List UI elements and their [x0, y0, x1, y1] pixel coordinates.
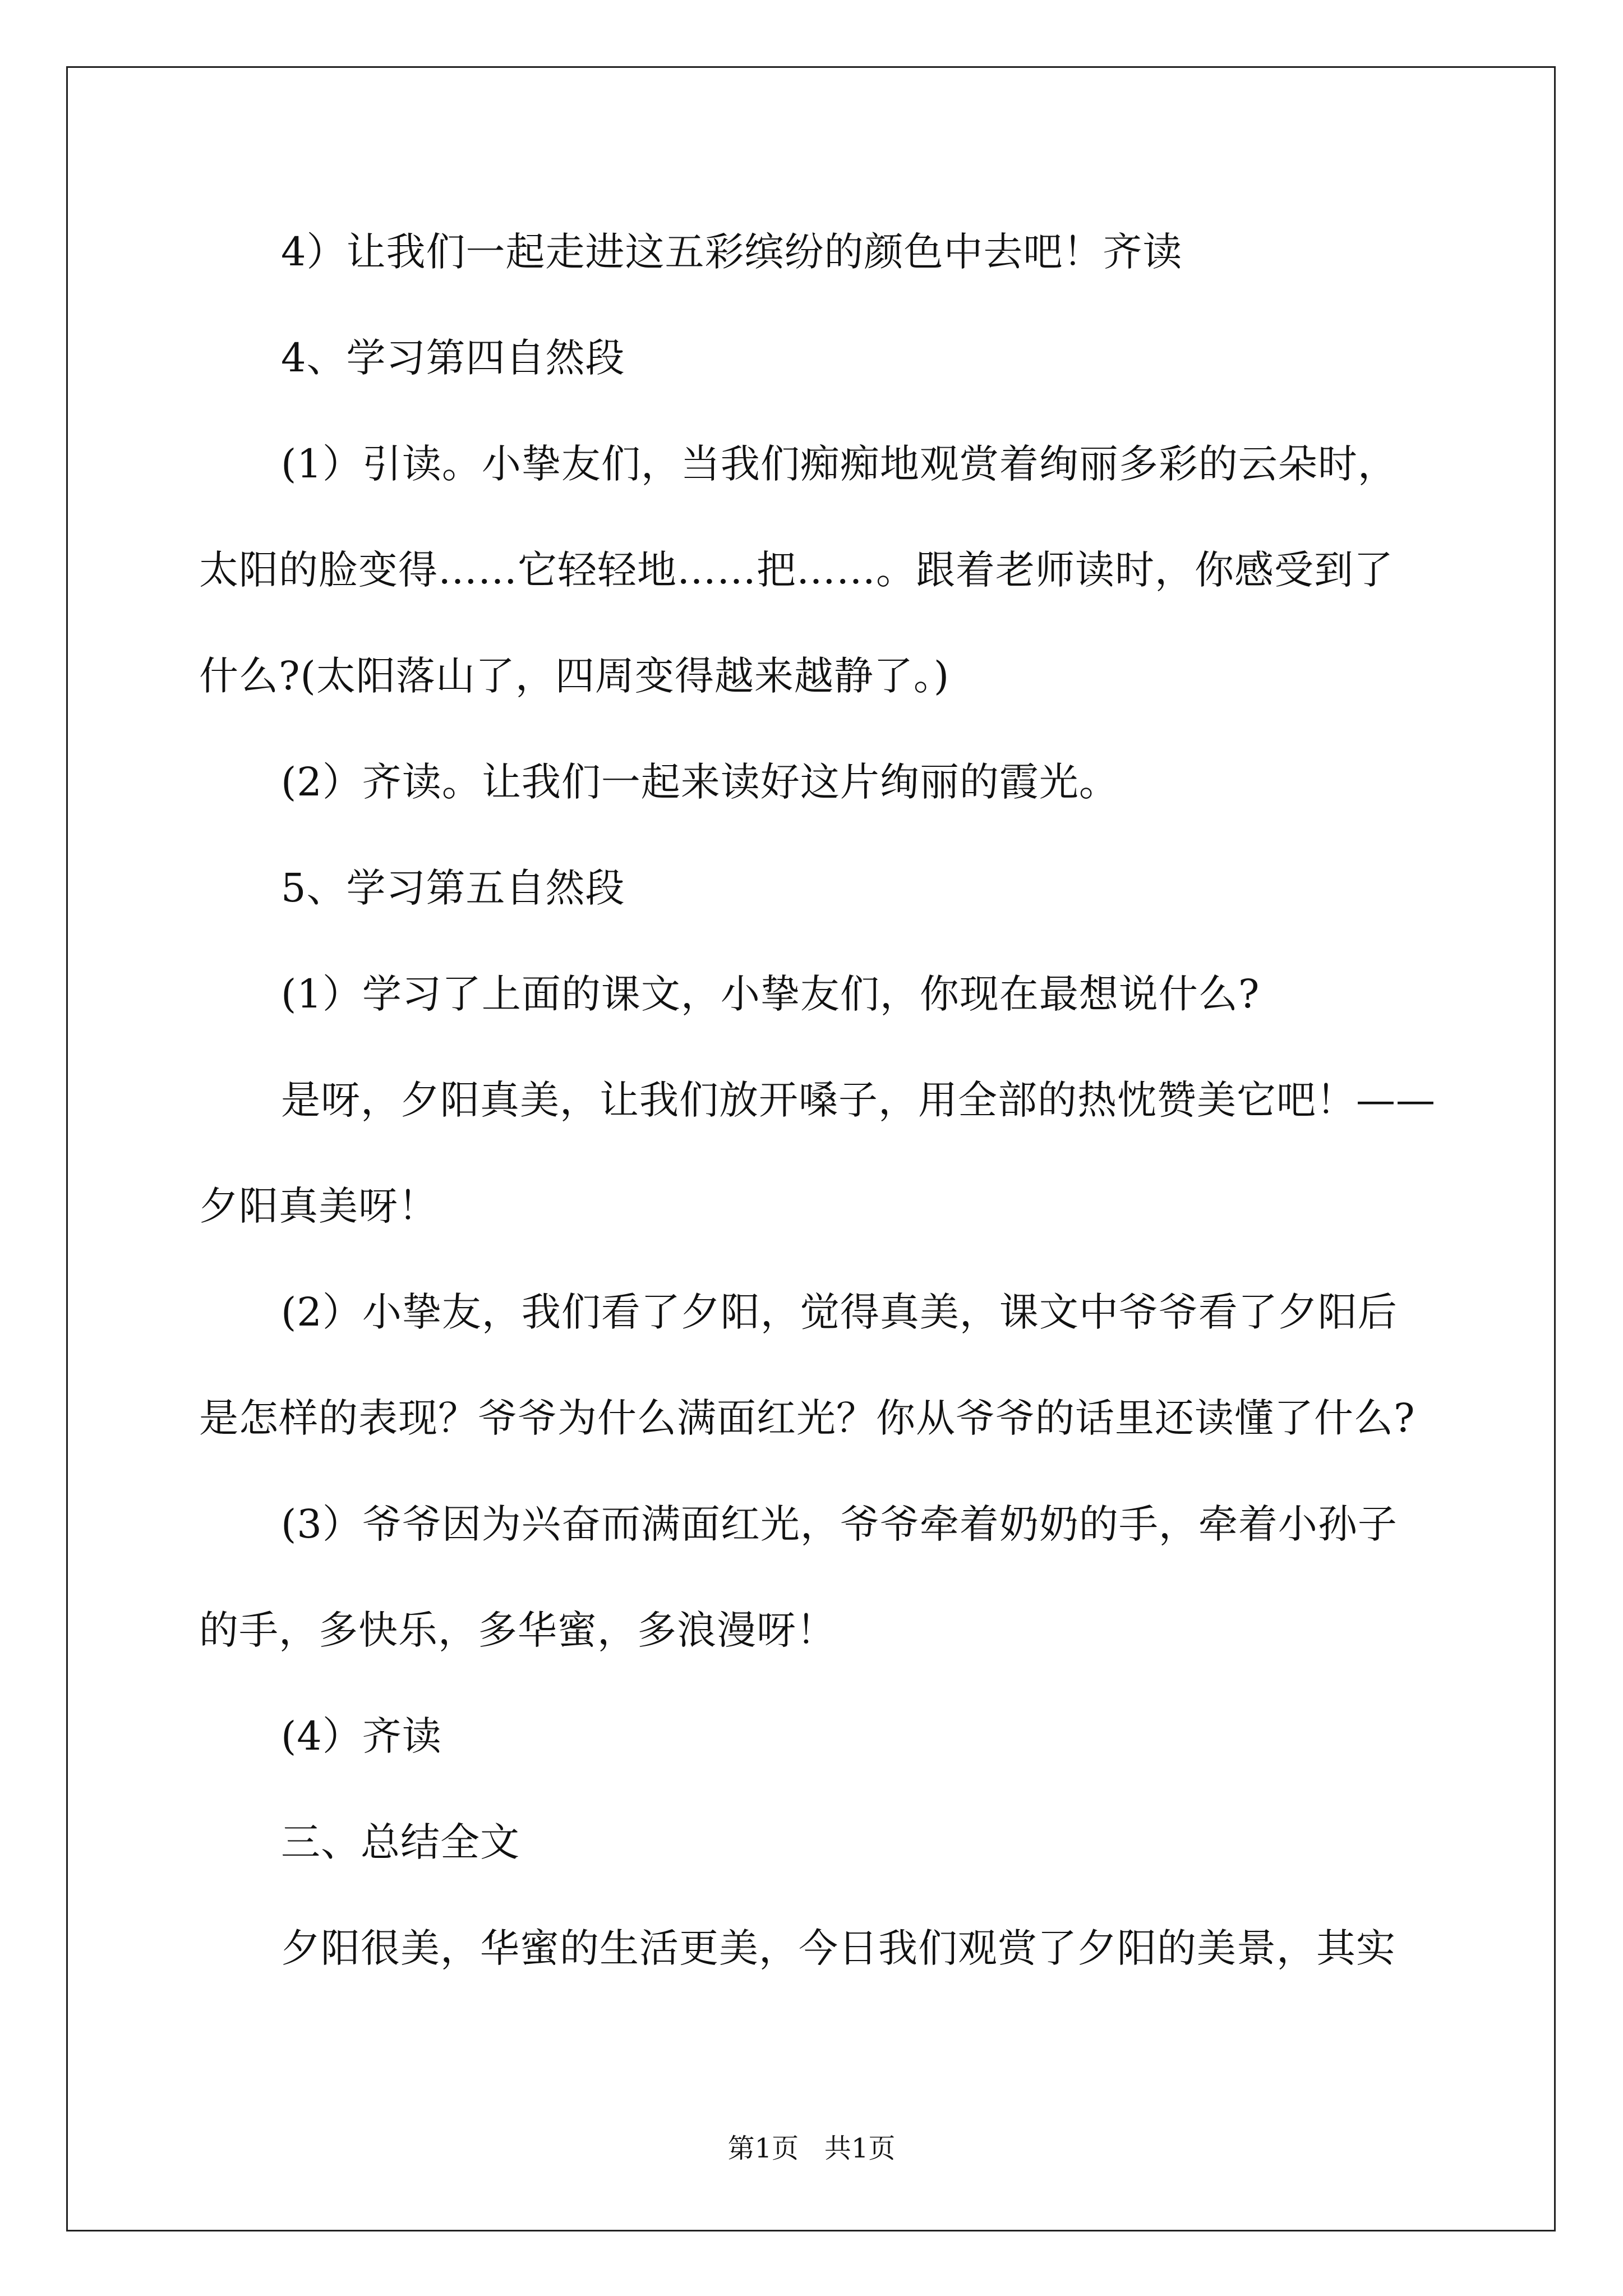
paragraph-line: 4）让我们一起走进这五彩缤纷的颜色中去吧！齐读 [281, 229, 1183, 275]
paragraph-line: (4）齐读 [281, 1713, 442, 1759]
paragraph-line: 是呀，夕阳真美，让我们放开嗓子，用全部的热忱赞美它吧！—— [281, 1077, 1436, 1123]
paragraph-line: 夕阳真美呀！ [199, 1183, 438, 1229]
paragraph-line: 夕阳很美，华蜜的生活更美，今日我们观赏了夕阳的美景，其实 [281, 1925, 1396, 1971]
paragraph-line: 是怎样的表现？爷爷为什么满面红光？你从爷爷的话里还读懂了什么? [199, 1395, 1415, 1441]
paragraph-line: (1）学习了上面的课文，小挚友们，你现在最想说什么? [281, 971, 1260, 1017]
document-body [199, 210, 1436, 2012]
paragraph-line: (2）小挚友，我们看了夕阳，觉得真美，课文中爷爷看了夕阳后 [281, 1289, 1398, 1335]
section-heading: 5、学习第五自然段 [281, 865, 625, 911]
paragraph-line: 什么?(太阳落山了，四周变得越来越静了。) [199, 653, 950, 699]
paragraph-line: 的手，多快乐，多华蜜，多浪漫呀！ [199, 1607, 836, 1653]
section-heading: 4、学习第四自然段 [281, 335, 625, 381]
page-footer: 第1页 共1页 [727, 2133, 896, 2164]
paragraph-line: (3）爷爷因为兴奋而满面红光，爷爷牵着奶奶的手，牵着小孙子 [281, 1501, 1398, 1547]
section-heading: 三、总结全文 [281, 1819, 520, 1865]
paragraph-line: (1）引读。小挚友们，当我们痴痴地观赏着绚丽多彩的云朵时， [281, 441, 1398, 487]
paragraph-line: (2）齐读。让我们一起来读好这片绚丽的霞光。 [281, 759, 1119, 805]
paragraph-line: 太阳的脸变得……它轻轻地……把……。跟着老师读时，你感受到了 [199, 547, 1394, 593]
